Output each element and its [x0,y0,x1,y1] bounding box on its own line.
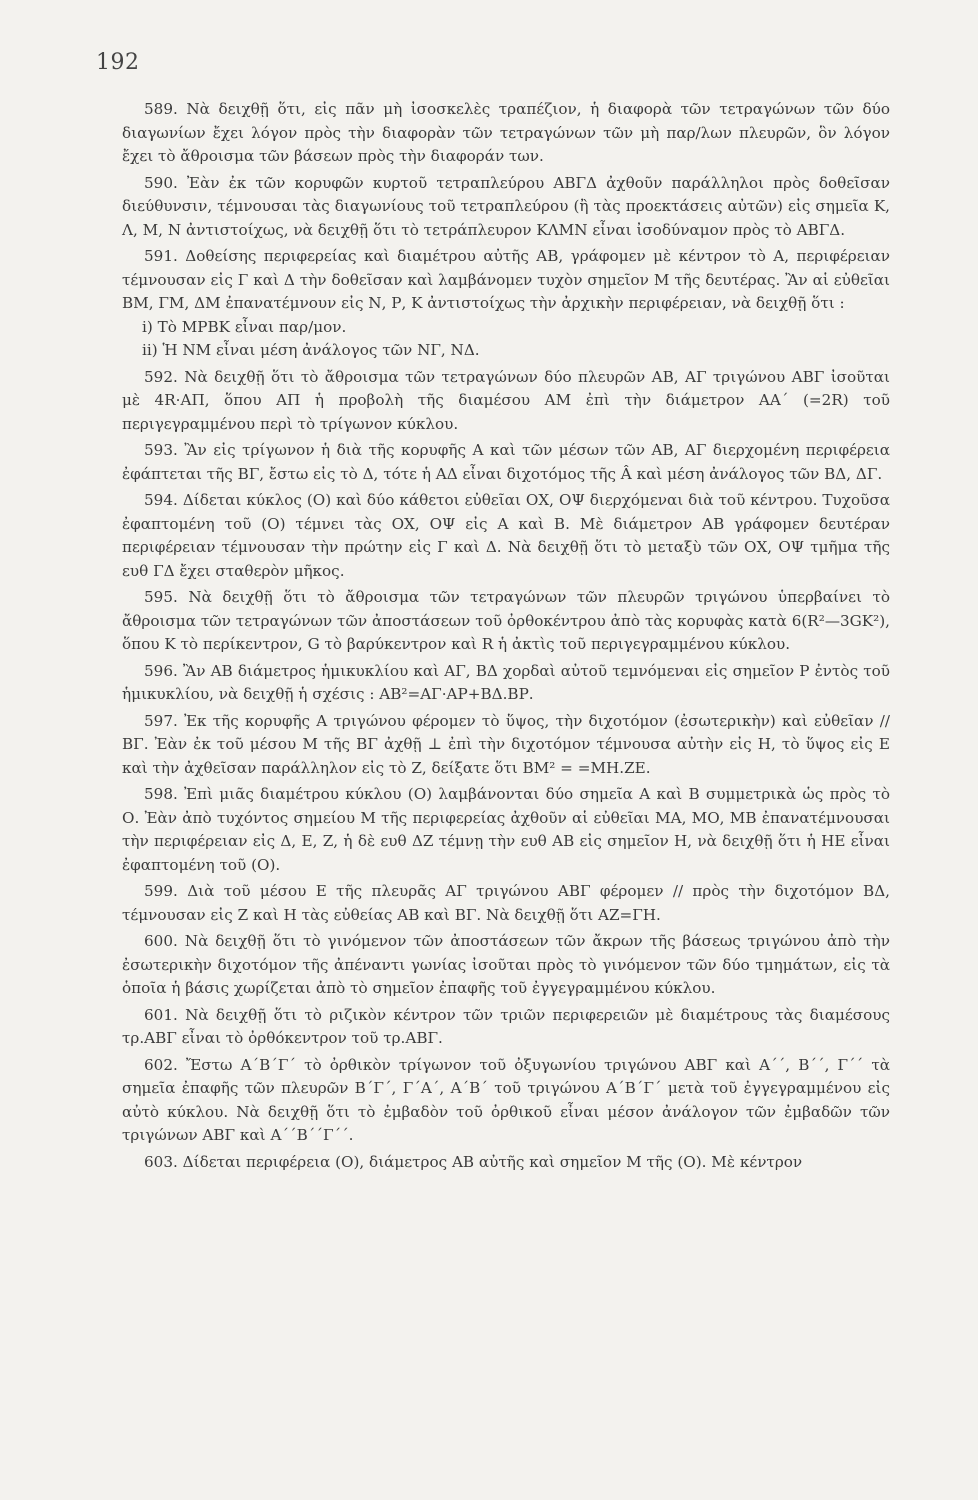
subitem-ii: ii) Ἡ ΝΜ εἶναι μέση ἀνάλογος τῶν ΝΓ, ΝΔ. [142,341,480,359]
problem-text: Ἐπὶ μιᾶς διαμέτρου κύκλου (Ο) λαμβάνονται δύο σημεῖα Α καὶ Β συμμετρικὰ ὡς πρὸς τὸ Ο. Ἐὰν ἀπὸ τυχόντος σημείου Μ τῆς περιφερείας ἀχθοῦν αἱ εὐθεῖαι ΜΑ, ΜΟ, ΜΒ ἐπανατέμνουσαι τὴν περιφέρειαν εἰς Δ, Ε, Ζ, ἡ δὲ ευθ ΔΖ τέμνῃ τὴν ευθ ΑΒ εἰς σημεῖον Η, νὰ δειχθῇ ὅτι ἡ ΗΕ εἶναι ἐφαπτομένη τοῦ (Ο). [122,785,891,874]
problem-number: 596. [144,661,178,680]
problem-text: Ἐὰν ἐκ τῶν κορυφῶν κυρτοῦ τετραπλεύρου ΑΒΓΔ ἀχθοῦν παράλληλοι πρὸς δοθεῖσαν διεύθυνσιν, τέμνουσαι τὰς διαγωνίους τοῦ τετραπλεύρου (ἢ τὰς προεκτάσεις αὐτῶν) εἰς σημεῖα Κ, Λ, Μ, Ν ἀντιστοίχως, νὰ δειχθῇ ὅτι τὸ τετράπλευρον ΚΛΜΝ εἶναι ἰσοδύναμον πρὸς τὸ ΑΒΓΔ. [122,173,890,239]
problem-602 [122,1054,890,1148]
problem-number: 592. [144,367,178,386]
problem-text: Δίδεται περιφέρεια (Ο), διάμετρος ΑΒ αὐτῆς καὶ σημεῖον Μ τῆς (Ο). Μὲ κέντρον [182,1152,803,1171]
problem-590 [122,172,890,243]
subitem-i: i) Τὸ ΜΡΒΚ εἶναι παρ/μον. [142,317,347,336]
problem-591 [122,245,890,363]
problem-597 [122,710,890,781]
problem-number: 603. [144,1152,178,1171]
problem-number: 595. [144,588,178,606]
problem-text: Νὰ δειχθῇ ὅτι τὸ ἄθροισμα τῶν τετραγώνων δύο πλευρῶν ΑΒ, ΑΓ τριγώνου ΑΒΓ ἰσοῦται μὲ 4R·ΑΠ, ὅπου ΑΠ ἡ προβολὴ τῆς διαμέσου ΑΜ ἐπὶ τὴν διάμετρον ΑΑ΄ (=2R) τοῦ περιγεγραμμένου περὶ τὸ τρίγωνον κύκλου. [122,367,891,433]
problem-number: 594. [144,491,178,509]
problem-600 [122,930,890,1001]
problem-number: 602. [144,1055,178,1074]
problem-595 [122,586,890,657]
problem-number: 598. [144,785,178,803]
problem-592 [122,366,890,437]
problem-number: 600. [144,932,178,950]
problem-text: Νὰ δειχθῇ ὅτι τὸ γινόμενον τῶν ἀποστάσεων τῶν ἄκρων τῆς βάσεως τριγώνου ἀπὸ τὴν ἐσωτερικὴν διχοτόμον τῆς ἀπέναντι γωνίας ἰσοῦται πρὸς τὸ γινόμενον τῶν δύο τμημάτων, εἰς τὰ ὁποῖα ἡ βάσις χωρίζεται ἀπὸ τὸ σημεῖον ἐπαφῆς τοῦ ἐγγεγραμμένου κύκλου. [122,932,891,997]
problem-text: Νὰ δειχθῇ ὅτι τὸ ριζικὸν κέντρον τῶν τριῶν περιφερειῶν μὲ διαμέτρους τὰς διαμέσους τρ.ΑΒΓ εἶναι τὸ ὀρθόκεντρον τοῦ τρ.ΑΒΓ. [122,1005,890,1047]
problem-number: 591. [144,247,178,265]
problem-603 [122,1151,890,1175]
problem-number: 597. [144,711,178,730]
problem-text: Ἂν εἰς τρίγωνον ἡ διὰ τῆς κορυφῆς Α καὶ τῶν μέσων τῶν ΑΒ, ΑΓ διερχομένη περιφέρεια ἐφάπτεται τῆς ΒΓ, ἔστω εἰς τὸ Δ, τότε ἡ ΑΔ εἶναι διχοτόμος τῆς Â καὶ μέση ἀνάλογος τῶν ΒΔ, ΔΓ. [122,441,890,483]
page-number: 192 [96,50,140,75]
problem-number: 593. [144,441,178,459]
problem-text: Νὰ δειχθῇ ὅτι τὸ ἄθροισμα τῶν τετραγώνων τῶν πλευρῶν τριγώνου ὑπερβαίνει τὸ ἄθροισμα τῶν τετραγώνων τῶν ἀποστάσεων τοῦ ὀρθοκέντρου ἀπὸ τὰς κορυφὰς κατὰ 6(R²—3GK²), ὅπου Κ τὸ περίκεντρον, G τὸ βαρύκεντρον καὶ R ἡ ἀκτὶς τοῦ περιγεγραμμένου κύκλου. [122,588,891,653]
problem-593 [122,439,890,486]
problem-number: 589. [144,100,178,118]
problem-594 [122,489,890,583]
problem-589 [122,98,890,169]
problem-599 [122,880,890,927]
problem-text: Ἔστω Α΄Β΄Γ΄ τὸ ὀρθικὸν τρίγωνον τοῦ ὀξυγωνίου τριγώνου ΑΒΓ καὶ Α΄΄, Β΄΄, Γ΄΄ τὰ σημεῖα ἐπαφῆς τῶν πλευρῶν Β΄Γ΄, Γ΄Α΄, Α΄Β΄ τοῦ τριγώνου Α΄Β΄Γ΄ μετὰ τοῦ ἐγγεγραμμένου εἰς αὐτὸ κύκλου. Νὰ δειχθῇ ὅτι τὸ ἐμβαδὸν τοῦ ὀρθικοῦ εἶναι μέσον ἀνάλογον τῶν ἐμβαδῶν τῶν τριγώνων ΑΒΓ καὶ Α΄΄Β΄΄Γ΄΄. [122,1055,890,1144]
problem-text: Ἐκ τῆς κορυφῆς Α τριγώνου φέρομεν τὸ ὕψος, τὴν διχοτόμον (ἐσωτερικὴν) καὶ εὐθεῖαν //ΒΓ. Ἐὰν ἐκ τοῦ μέσου Μ τῆς ΒΓ ἀχθῇ ⊥ ἐπὶ τὴν διχοτόμον τέμνουσα αὐτὴν εἰς Η, τὸ ὕψος εἰς Ε καὶ τὴν ἀχθεῖσαν παράλληλον εἰς τὸ Ζ, δείξατε ὅτι ΒΜ² = =ΜΗ.ΖΕ. [122,711,890,777]
problem-number: 601. [144,1005,178,1024]
problem-number: 590. [144,173,178,192]
problem-list [122,98,890,1177]
problem-text: Δοθείσης περιφερείας καὶ διαμέτρου αὐτῆς ΑΒ, γράφομεν μὲ κέντρον τὸ Α, περιφέρειαν τέμνουσαν εἰς Γ καὶ Δ τὴν δοθεῖσαν καὶ λαμβάνομεν τυχὸν σημεῖον Μ τῆς δευτέρας. Ἂν αἱ εὐθεῖαι ΒΜ, ΓΜ, ΔΜ ἐπανατέμνουν εἰς Ν, Ρ, Κ ἀντιστοίχως τὴν ἀρχικὴν περιφέρειαν, νὰ δειχθῇ ὅτι : [122,247,891,312]
problem-text: Δίδεται κύκλος (Ο) καὶ δύο κάθετοι εὐθεῖαι ΟΧ, ΟΨ διερχόμεναι διὰ τοῦ κέντρου. Τυχοῦσα ἐφαπτομένη τοῦ (Ο) τέμνει τὰς ΟΧ, ΟΨ εἰς Α καὶ Β. Μὲ διάμετρον ΑΒ γράφομεν δευτέραν περιφέρειαν τέμνουσαν τὴν πρώτην εἰς Γ καὶ Δ. Νὰ δειχθῇ ὅτι τὸ μεταξὺ τῶν ΟΧ, ΟΨ τμῆμα τῆς ευθ ΓΔ ἔχει σταθερὸν μῆκος. [122,491,890,580]
problem-text: Ἂν ΑΒ διάμετρος ἡμικυκλίου καὶ ΑΓ, ΒΔ χορδαὶ αὐτοῦ τεμνόμεναι εἰς σημεῖον Ρ ἐντὸς τοῦ ἡμικυκλίου, νὰ δειχθῇ ἡ σχέσις : ΑΒ²=ΑΓ·ΑΡ+ΒΔ.ΒΡ. [122,661,891,703]
problem-text: Νὰ δειχθῇ ὅτι, εἰς πᾶν μὴ ἰσοσκελὲς τραπέζιον, ἡ διαφορὰ τῶν τετραγώνων τῶν δύο διαγωνίων ἔχει λόγον πρὸς τὴν διαφορὰν τῶν τετραγώνων τῶν μὴ παρ/λων πλευρῶν, ὃν λόγον ἔχει τὸ ἄθροισμα τῶν βάσεων πρὸς τὴν διαφοράν των. [122,100,891,165]
problem-601 [122,1004,890,1051]
problem-text: Διὰ τοῦ μέσου Ε τῆς πλευρᾶς ΑΓ τριγώνου ΑΒΓ φέρομεν // πρὸς τὴν διχοτόμον ΒΔ, τέμνουσαν εἰς Ζ καὶ Η τὰς εὐθείας ΑΒ καὶ ΒΓ. Νὰ δειχθῇ ὅτι ΑΖ=ΓΗ. [122,882,890,924]
problem-598 [122,783,890,877]
problem-number: 599. [144,882,178,900]
problem-596 [122,660,890,707]
